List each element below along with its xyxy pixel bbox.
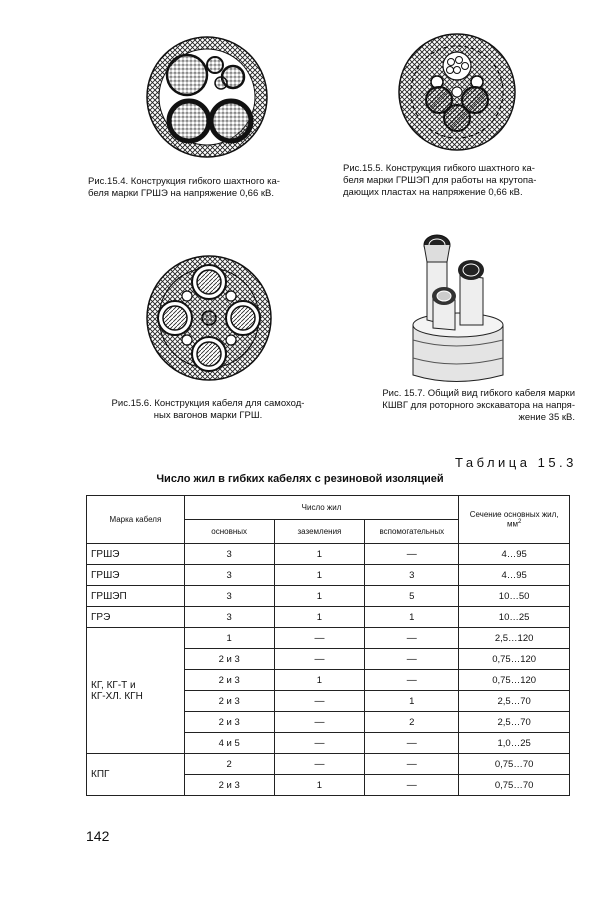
header-section: Сечение основных жил, $мм^2$ <box>459 496 570 544</box>
header-brand: Марка кабеля <box>87 496 185 544</box>
cell-aux: 2 <box>365 712 459 733</box>
cell-section: 1,0…25 <box>459 733 570 754</box>
cell-aux: 5 <box>365 586 459 607</box>
cell-ground: 1 <box>274 670 365 691</box>
header-aux: вспомогательных <box>365 520 459 544</box>
cell-aux: — <box>365 628 459 649</box>
cell-section: 10…25 <box>459 607 570 628</box>
figure-15-4-cable-cross-section <box>145 35 270 160</box>
cell-ground: 1 <box>274 565 365 586</box>
figure-15-6-cable-cross-section <box>145 254 273 382</box>
cell-section: 10…50 <box>459 586 570 607</box>
cell-aux: — <box>365 754 459 775</box>
cell-main: 2 и 3 <box>184 775 274 796</box>
cell-aux: 1 <box>365 607 459 628</box>
table-row <box>87 754 570 775</box>
figure-15-5-cable-cross-section <box>397 32 517 152</box>
cell-aux: 3 <box>365 565 459 586</box>
cell-ground: — <box>274 691 365 712</box>
cell-ground: 1 <box>274 586 365 607</box>
header-ground: заземления <box>274 520 365 544</box>
cell-main: 2 и 3 <box>184 691 274 712</box>
cell-aux: — <box>365 670 459 691</box>
table-header-row <box>87 496 570 520</box>
table-row <box>87 544 570 565</box>
cell-brand-kpg-group: КПГ <box>87 754 185 796</box>
cell-aux: — <box>365 544 459 565</box>
cell-ground: 1 <box>274 544 365 565</box>
cell-brand: ГРШЭ <box>87 565 185 586</box>
cell-section: 4…95 <box>459 565 570 586</box>
figure-15-4-caption: Рис.15.4. Конструкция гибкого шахтного ка- беля марки ГРШЭ на напряжение 0,66 кВ. <box>88 176 280 199</box>
cell-main: 3 <box>184 544 274 565</box>
cell-section: 2,5…70 <box>459 691 570 712</box>
cell-section: 4…95 <box>459 544 570 565</box>
cable-cores-table <box>86 495 570 796</box>
figure-15-7-caption: Рис. 15.7. Общий вид гибкого кабеля марки КШВГ для роторного экскаватора на напря- жение 35 кВ. <box>382 388 575 423</box>
table-row <box>87 607 570 628</box>
cell-aux: — <box>365 733 459 754</box>
cell-ground: 1 <box>274 607 365 628</box>
cell-aux: 1 <box>365 691 459 712</box>
cell-section: 0,75…120 <box>459 649 570 670</box>
cell-brand-kg-group: КГ, КГ-Т и КГ-ХЛ. КГН <box>87 628 185 754</box>
cell-brand: ГРШЭ <box>87 544 185 565</box>
table-row <box>87 628 570 649</box>
header-cores-group: Число жил <box>184 496 458 520</box>
cell-ground: — <box>274 712 365 733</box>
cell-main: 3 <box>184 607 274 628</box>
figure-15-6-caption: Рис.15.6. Конструкция кабеля для самоход- ных вагонов марки ГРШ. <box>111 398 305 421</box>
cell-aux: — <box>365 775 459 796</box>
cell-main: 1 <box>184 628 274 649</box>
cell-main: 2 и 3 <box>184 649 274 670</box>
cell-main: 3 <box>184 565 274 586</box>
cell-main: 2 <box>184 754 274 775</box>
cell-brand: ГРЭ <box>87 607 185 628</box>
table-row <box>87 565 570 586</box>
cell-ground: 1 <box>274 775 365 796</box>
cell-main: 3 <box>184 586 274 607</box>
cell-aux: — <box>365 649 459 670</box>
cell-brand: ГРШЭП <box>87 586 185 607</box>
cell-main: 2 и 3 <box>184 670 274 691</box>
cell-section: 0,75…70 <box>459 775 570 796</box>
cell-section: 0,75…70 <box>459 754 570 775</box>
cell-ground: — <box>274 628 365 649</box>
table-label: Таблица 15.3 <box>455 455 577 470</box>
cell-main: 2 и 3 <box>184 712 274 733</box>
cell-section: 0,75…120 <box>459 670 570 691</box>
cell-section: 2,5…70 <box>459 712 570 733</box>
cell-main: 4 и 5 <box>184 733 274 754</box>
header-main: основных <box>184 520 274 544</box>
cell-ground: — <box>274 649 365 670</box>
page-number: 142 <box>86 828 110 844</box>
table-title: Число жил в гибких кабелях с резиновой изоляцией <box>156 473 444 485</box>
cell-ground: — <box>274 733 365 754</box>
figure-15-7-cable-general-view <box>405 230 515 385</box>
table-row <box>87 586 570 607</box>
cell-ground: — <box>274 754 365 775</box>
cell-section: 2,5…120 <box>459 628 570 649</box>
figure-15-5-caption: Рис.15.5. Конструкция гибкого шахтного ка- беля марки ГРШЭП для работы на крутопа- дающих пластах на напряжение 0,66 кВ. <box>343 163 537 198</box>
